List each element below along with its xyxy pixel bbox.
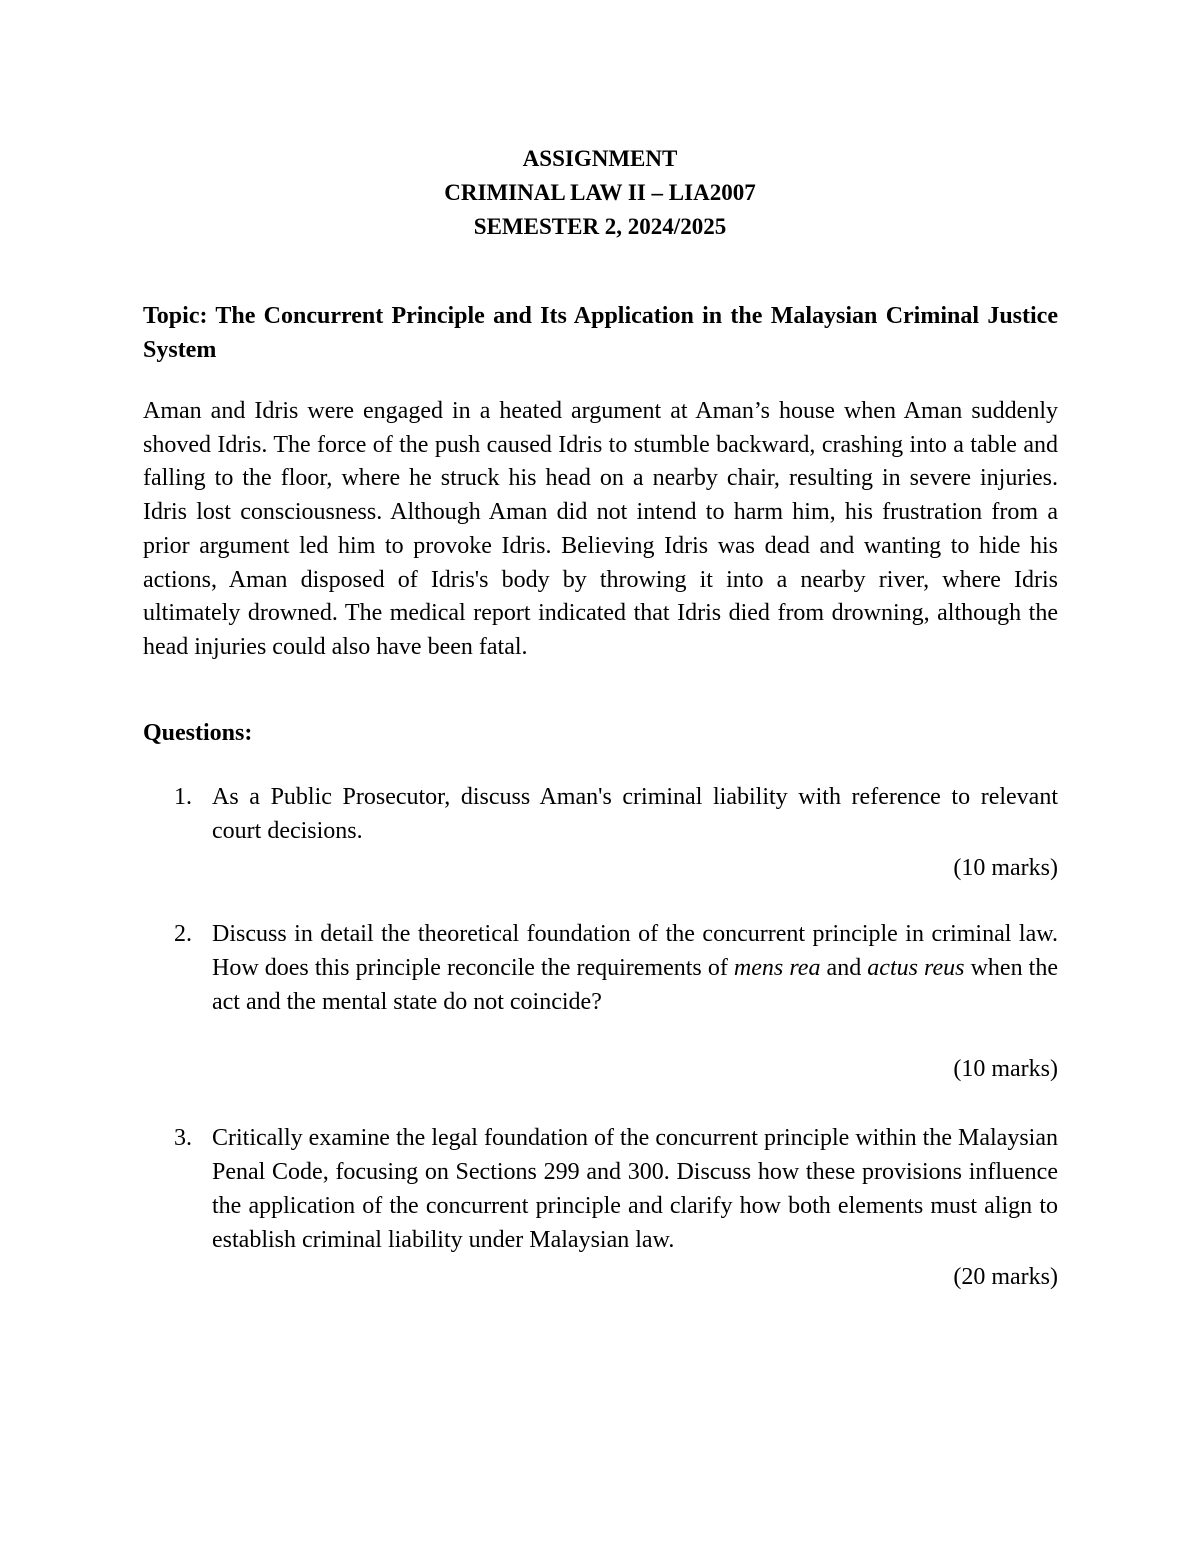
- question-number: 3.: [174, 1125, 192, 1151]
- question-number: 1.: [174, 784, 192, 810]
- question-marks: (10 marks): [953, 855, 1058, 881]
- question-text: [212, 917, 1058, 1019]
- question-text-part: when the act and the mental state do not coincide?: [212, 955, 1058, 1015]
- document-header: [0, 142, 1200, 244]
- topic-heading: Topic: The Concurrent Principle and Its Application in the Malaysian Criminal Justice System: [143, 303, 1058, 363]
- term-actus-reus: actus reus: [867, 955, 965, 981]
- term-mens-rea: mens rea: [733, 955, 821, 981]
- question-text: As a Public Prosecutor, discuss Aman's criminal liability with reference to relevant court decisions.: [212, 784, 1058, 844]
- question-item: [143, 780, 1058, 885]
- question-item: [143, 1121, 1058, 1294]
- question-text-part: and: [820, 955, 868, 981]
- questions-heading: Questions:: [143, 720, 253, 746]
- semester-label: SEMESTER 2, 2024/2025: [473, 214, 727, 239]
- assignment-title: ASSIGNMENT: [522, 146, 678, 171]
- course-title: CRIMINAL LAW II – LIA2007: [444, 180, 756, 205]
- scenario-paragraph: Aman and Idris were engaged in a heated argument at Aman’s house when Aman suddenly shoved Idris. The force of the push caused Idris to stumble backward, crashing into a table and falling to the floor, where he struck his head on a nearby chair, resulting in severe injuries. Idris lost consciousness. Although Aman did not intend to harm him, his frustration from a prior argument led him to provoke Idris. Believing Idris was dead and wanting to hide his actions, Aman disposed of Idris's body by throwing it into a nearby river, where Idris ultimately drowned. The medical report indicated that Idris died from drowning, although the head injuries could also have been fatal.: [143, 398, 1058, 660]
- question-item: [143, 917, 1058, 1086]
- question-marks: (20 marks): [953, 1264, 1058, 1290]
- question-text: Critically examine the legal foundation of the concurrent principle within the Malaysian Penal Code, focusing on Sections 299 and 300. Discuss how these provisions influence the application of the concurrent principle and clarify how both elements must align to establish criminal liability under Malaysian law.: [212, 1125, 1058, 1253]
- question-text-part: Discuss in detail the theoretical foundation of the concurrent principle in criminal law. How does this principle reconcile the requirements of: [212, 921, 1058, 981]
- question-number: 2.: [174, 921, 192, 947]
- question-marks: (10 marks): [953, 1056, 1058, 1082]
